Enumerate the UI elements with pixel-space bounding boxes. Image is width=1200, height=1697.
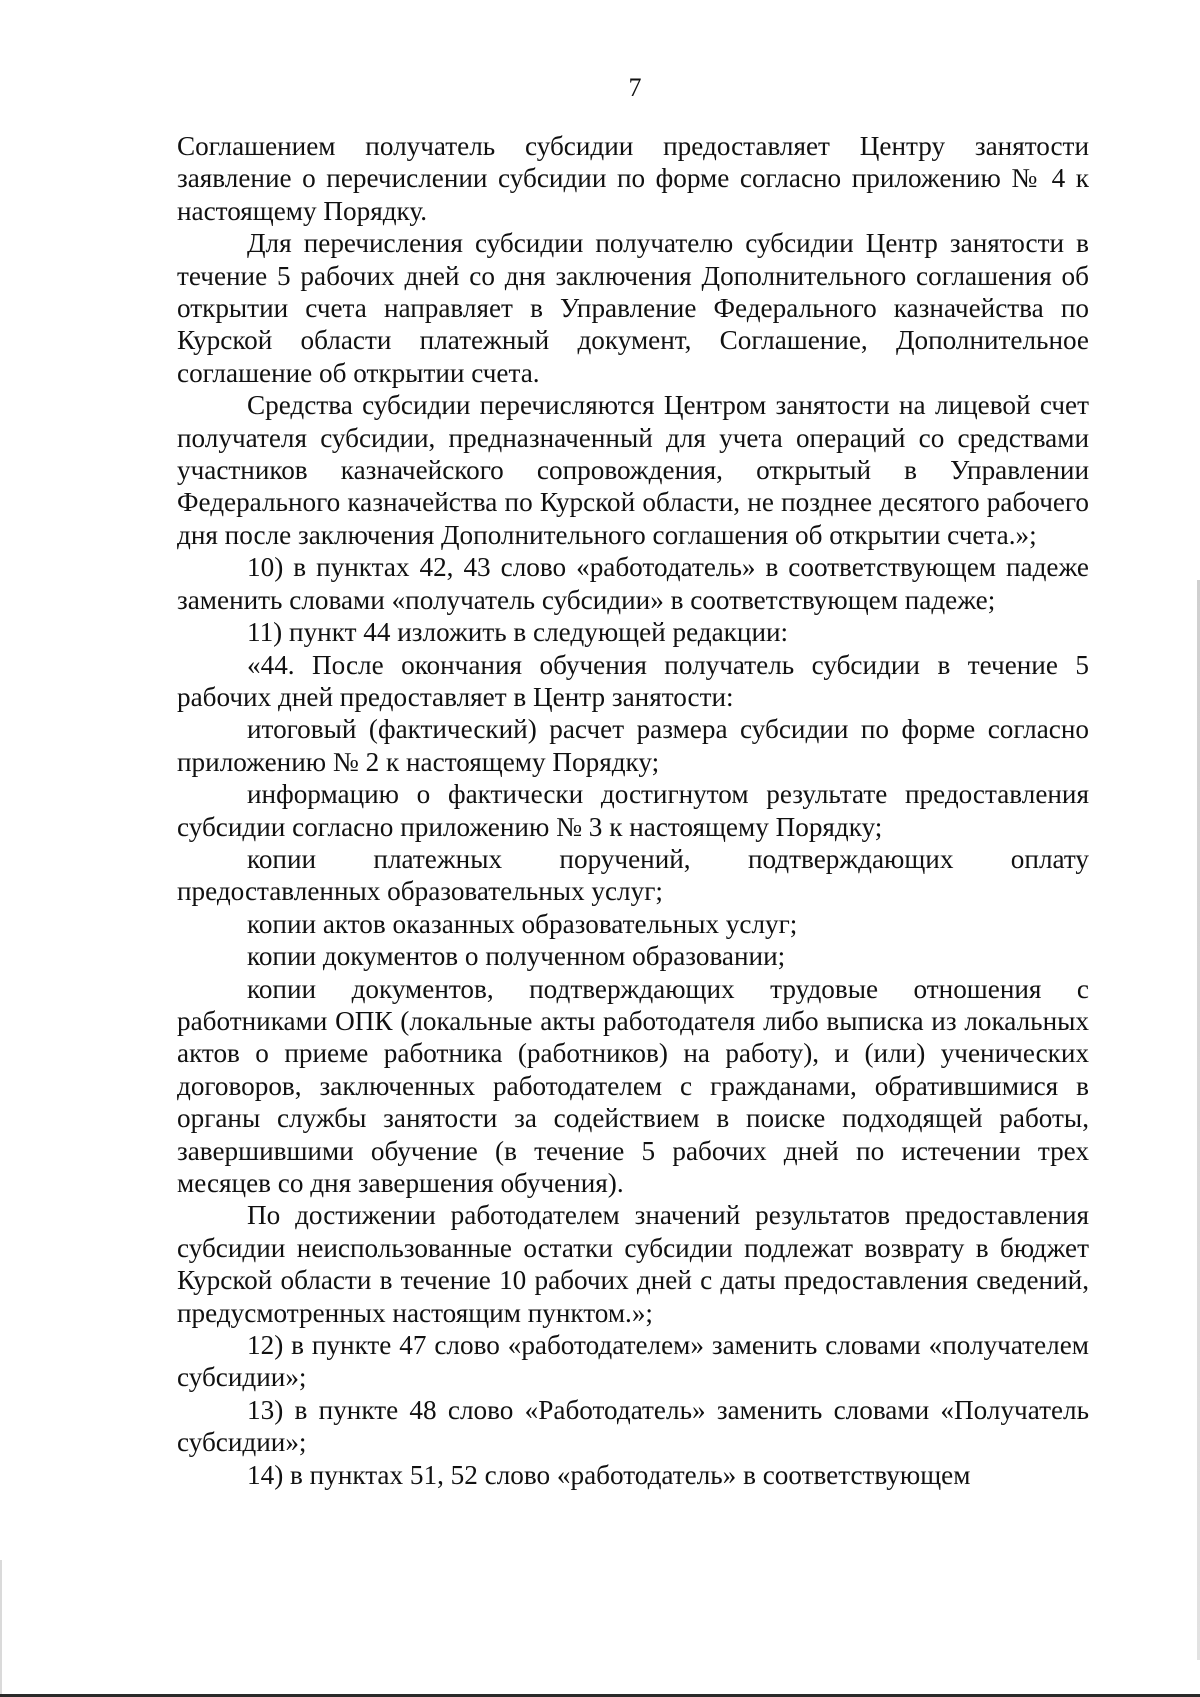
paragraph: Соглашением получатель субсидии предоставляет Центру занятости заявление о перечислении субсидии по форме согласно приложению № 4 к настоящему Порядку. xyxy=(177,131,1089,226)
paragraph: копии платежных поручений, подтверждающих оплату предоставленных образовательных услуг; xyxy=(177,843,1089,907)
paragraph: итоговый (фактический) расчет размера субсидии по форме согласно приложению № 2 к настоящему Порядку; xyxy=(177,714,1089,777)
scan-edge-left xyxy=(0,1560,2,1697)
paragraph: копии документов о полученном образовании; xyxy=(247,941,786,972)
paragraph: Для перечисления субсидии получателю субсидии Центр занятости в течение 5 рабочих дней со дня заключения Дополнительного соглашения об открытии счета направляет в Управление Федерального казначейства по Курской области платежный документ, Соглашение, Дополнительное соглашение об открытии счета. xyxy=(177,228,1089,388)
paragraph: 11) пункт 44 изложить в следующей редакции: xyxy=(247,617,789,648)
page-number: 7 xyxy=(628,73,642,102)
paragraph: Средства субсидии перечисляются Центром занятости на лицевой счет получателя субсидии, предназначенный для учета операций со средствами участников казначейского сопровождения, открытый в Управлении Федерального казначейства по Курской области, не позднее десятого рабочего дня после заключения Дополнительного соглашения об открытии счета.»; xyxy=(177,390,1089,550)
paragraph: информацию о фактически достигнутом результате предоставления субсидии согласно приложению № 3 к настоящему Порядку; xyxy=(177,779,1089,842)
paragraph: копии документов, подтверждающих трудовые отношения с работниками ОПК (локальные акты работодателя либо выписка из локальных актов о приеме работника (работников) на работу), и (или) ученических договоров, заключенных работодателем с гражданами, обратившимися в органы службы занятости за содействием в поиске подходящей работы, завершившими обучение (в течение 5 рабочих дней по истечении трех месяцев со дня завершения обучения). xyxy=(177,973,1089,1198)
document-body xyxy=(177,130,1089,1491)
paragraph: 14) в пунктах 51, 52 слово «работодатель» в соответствующем xyxy=(247,1459,971,1490)
paragraph: 13) в пункте 48 слово «Работодатель» заменить словами «Получатель субсидии»; xyxy=(177,1394,1089,1458)
paragraph: «44. После окончания обучения получатель субсидии в течение 5 рабочих дней предоставляет в Центр занятости: xyxy=(177,649,1089,712)
paragraph: 12) в пункте 47 слово «работодателем» заменить словами «получателем субсидии»; xyxy=(177,1330,1089,1393)
paragraph: 10) в пунктах 42, 43 слово «работодатель» в соответствующем падеже заменить словами «получатель субсидии» в соответствующем падеже; xyxy=(177,552,1089,615)
paragraph: По достижении работодателем значений результатов предоставления субсидии неиспользованные остатки субсидии подлежат возврату в бюджет Курской области в течение 10 рабочих дней с даты предоставления сведений, предусмотренных настоящим пунктом.»; xyxy=(177,1200,1089,1328)
paragraph: копии актов оказанных образовательных услуг; xyxy=(247,908,798,939)
